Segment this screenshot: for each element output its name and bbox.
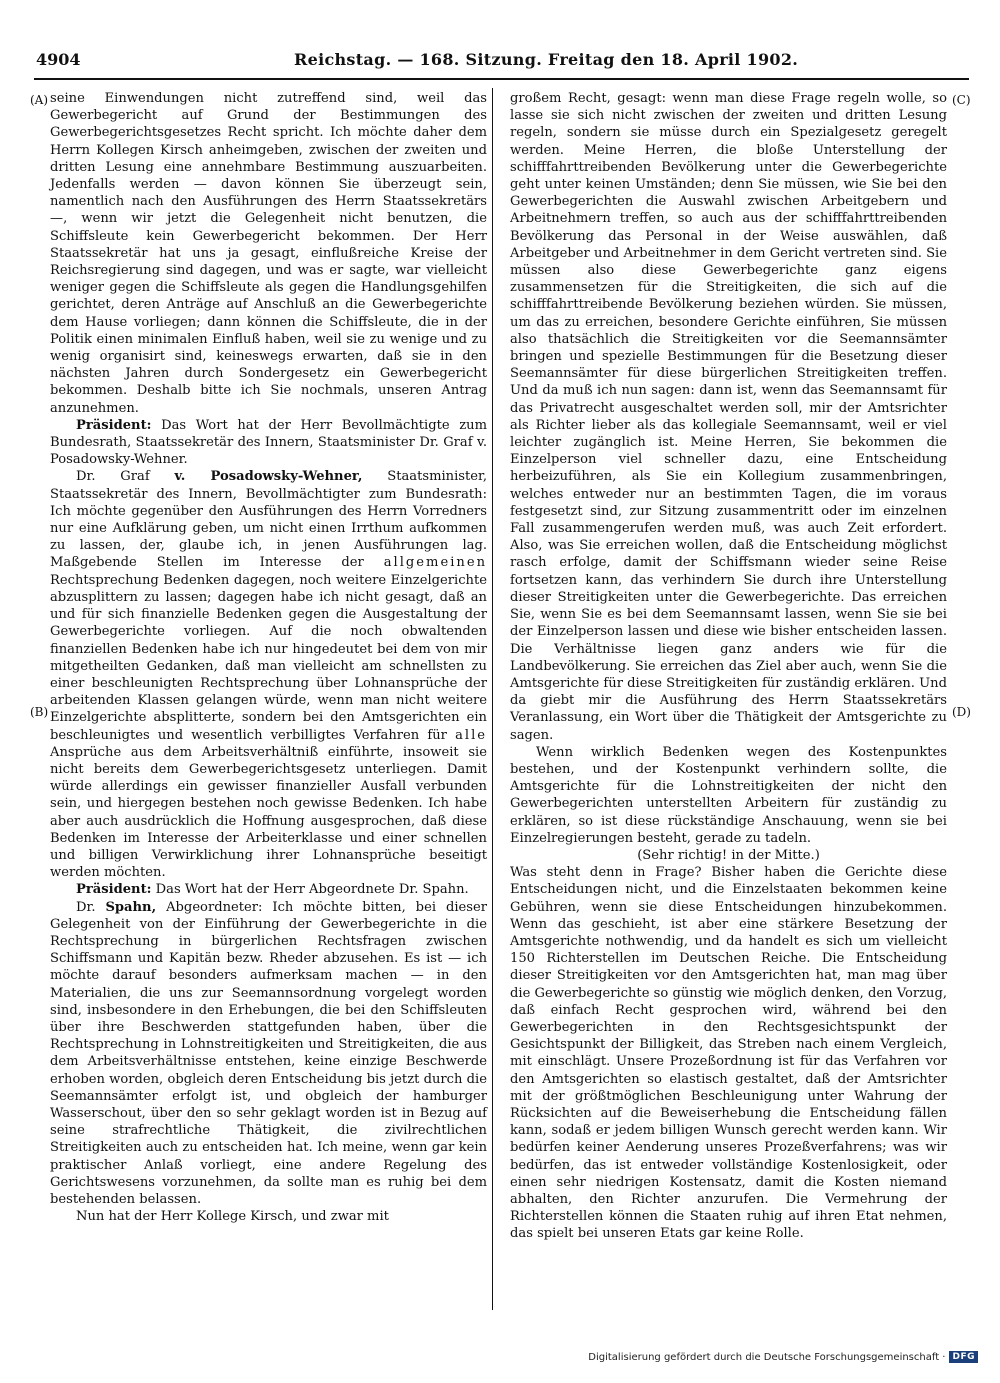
interjection: (Sehr richtig! in der Mitte.) xyxy=(637,847,820,863)
paragraph: Präsident: Das Wort hat der Herr Bevollmächtigte zum Bundesrath, Staatssekretär des Innern, Staatsminister Dr. Graf v. Posadowsky-Wehner. xyxy=(50,417,487,468)
left-column xyxy=(50,90,487,1225)
paragraph: Dr. Graf v. Posadowsky-Wehner, Staatsminister, Staatssekretär des Innern, Bevollmächtigter zum Bundesrath: Ich möchte gegenüber den Ausführungen des Herrn Vorredners nur eine Aufklärung geben, um nicht einen Irrthum aufkommen zu lassen, der, glaube ich, in jenen Ausführungen lag. Maßgebende Stellen im Interesse der allgemeinen Rechtsprechung Bedenken dagegen, noch weitere Einzelgerichte abzusplittern zu lassen; dagegen habe ich nicht gesagt, daß an und für sich finanzielle Bedenken gegen die Ausgestaltung der Gewerbegerichte vorliegen. Auf die noch obwaltenden finanziellen Bedenken habe ich nur hingedeutet bei dem von mir mitgetheilten Gedanken, daß man vielleicht am schnellsten zu einer beschleunigten Rechtsprechung über Lohnansprüche der arbeitenden Klassen gelangen würde, wenn man nicht weitere Einzelgerichte absplitterte, sondern bei den Amtsgerichten ein beschleunigtes und wesentlich verbilligtes Verfahren für alle Ansprüche aus dem Arbeitsverhältniß einführte, insoweit sie nicht bereits dem Gewerbegerichtsgesetz unterliegen. Damit würde allerdings ein gewisser finanzieller Ausfall verbunden sein, und hiergegen bestehen noch gewisse Bedenken. Ich habe aber auch ausdrücklich die Hoffnung ausgesprochen, daß diese Bedenken im Interesse der Arbeiterklasse und einer schnellen und billigen Verwirklichung ihrer Lohnansprüche beseitigt werden möchten. xyxy=(50,469,488,881)
speaker-name: v. Posadowsky-Wehner, xyxy=(174,469,363,485)
page-header xyxy=(36,50,966,78)
right-column xyxy=(510,90,947,1243)
page-number: 4904 xyxy=(36,50,81,69)
paragraph: Nun hat der Herr Kollege Kirsch, und zwar mit xyxy=(76,1209,389,1225)
paragraph: Wenn wirklich Bedenken wegen des Kostenpunktes bestehen, und der Kostenpunkt verhindern sollte, die Amtsgerichte für die Lohnstreitigkeiten der nicht den Gewerbegerichten unterstellten Arbeitern für zuständig zu erklären, so ist diese rückständige Anschauung, wenn sie bei Einzelregierungen besteht, gerade zu tadeln. xyxy=(510,744,947,846)
running-title: Reichstag. — 168. Sitzung. Freitag den 18. April 1902. xyxy=(294,50,799,69)
footer-credit xyxy=(588,1351,978,1363)
emphasis-spaced: allgemeinen xyxy=(383,555,487,571)
paragraph: seine Einwendungen nicht zutreffend sind, weil das Gewerbegericht auf Grund der Bestimmungen des Gewerbegerichtsgesetzes Recht spricht. Ich möchte daher dem Herrn Kollegen Kirsch anheimgeben, zwischen der zweiten und dritten Lesung eine annehmbare Bestimmung auszuarbeiten. Jedenfalls werden — davon können Sie überzeugt sein, namentlich nach den Ausführungen des Herrn Staatssekretärs —, wenn wir jetzt die Gelegenheit nicht benutzen, die Schiffsleute kein Gewerbegericht bekommen. Der Herr Staatssekretär hat uns ja gesagt, einflußreiche Kreise der Reichsregierung sind dagegen, und was er sagte, war vielleicht weniger gegen die Schiffsleute als gegen die Handlungsgehilfen gerichtet, deren Anträge auf Anschluß an die Gewerbegerichte dem Hause vorliegen; dann können die Schiffsleute, die in der Politik einen minimalen Einfluß haben, weil sie zu wenige und zu wenig organisirt sind, keineswegs erwarten, daß sie in den nächsten Jahren durch Sondergesetz ein Gewerbegericht bekommen. Deshalb bitte ich Sie nochmals, unseren Antrag anzunehmen. xyxy=(50,91,487,416)
paragraph: großem Recht, gesagt: wenn man diese Frage regeln wolle, so lasse sie sich nicht zwischen der zweiten und dritten Lesung regeln, sondern sie müsse durch ein Spezialgesetz geregelt werden. Meine Herren, die bloße Unterstellung der schifffahrttreibenden Bevölkerung unter die Gewerbegerichte geht unter keinen Umständen; denn Sie müssen, wie Sie bei den Gewerbegerichten die Auswahl zwischen Arbeitgebern und Arbeitnehmern treffen, so auch aus der schifffahrttreibenden Bevölkerung das Personal in der Weise auswählen, daß Arbeitgeber und Arbeitnehmer in dem Gericht vertreten sind. Sie müssen also diese Gewerbegerichte ganz eigens zusammensetzen für die Streitigkeiten, die sich auf die schifffahrttreibende Bevölkerung beziehen würden. Sie müssen, um das zu erreichen, besondere Gerichte einführen, Sie müssen also thatsächlich die Streitigkeiten vor die Seemannsämter bringen und spezielle Bestimmungen für die Besetzung dieser Seemannsämter für diese bürgerlichen Streitigkeiten treffen. Und da muß ich nun sagen: dann ist, wenn das Seemannsamt für das Privatrecht ausgeschaltet werden soll, mir der Amtsrichter als Richter lieber als das kollegiale Seemannsamt, weil er viel leichter zugänglich ist. Meine Herren, Sie bekommen die Einzelperson viel schneller dazu, eine Entscheidung herbeizuführen, als Sie ein Kollegium zusammenbringen, welches entweder nur an bestimmten Tagen, die im voraus festgesetzt sind, zur Sitzung zusammentritt oder im einzelnen Fall zusammengerufen werden muß, was auch Zeit erfordert. Also, was Sie erreichen wollen, daß die Entscheidung möglichst rasch erfolge, damit der Schiffsmann wieder seine Reise fortsetzen kann, das verhindern Sie durch ihre Unterstellung dieser Streitigkeiten unter die Gewerbegerichte. Das erreichen Sie, wenn Sie es bei dem Seemannsamt lassen, wenn Sie sie bei der Einzelperson lassen und diese wie bisher entscheiden lassen. Die Verhältnisse liegen ganz anders wie für die Landbevölkerung. Sie erreichen das Ziel aber auch, wenn Sie die Amtsgerichte für diese Streitigkeiten für zuständig erklären. Und da giebt mir die Ausführung des Herrn Staatssekretärs Veranlassung, ein Wort über die Thätigkeit der Amtsgerichte zu sagen. xyxy=(510,91,947,743)
paragraph: Dr. Spahn, Abgeordneter: Ich möchte bitten, bei dieser Gelegenheit von der Einführung der Gewerbegerichte in die Rechtsprechung in bürgerlichen Rechtsfragen zwischen Schiffsmann und Kapitän bezw. Rheder abzusehen. Es ist — ich möchte darauf besonders aufmerksam machen — in den Materialien, die uns zur Seemannsordnung vorgelegt worden sind, insbesondere in den Erhebungen, die bei den Schiffsleuten über ihre Beschwerden stattgefunden haben, über die Rechtsprechung in Lohnstreitigkeiten und Streitigkeiten, die aus dem Arbeitsverhältnisse entstehen, keine einzige Beschwerde erhoben worden, obgleich deren Entscheidung bis jetzt durch die Seemannsämter erfolgt ist, und obgleich der hamburger Wasserschout, über den so sehr geklagt worden ist in Bezug auf seine strafrechtliche Thätigkeit, die zivilrechtlichen Streitigkeiten auch zu entscheiden hat. Ich meine, wenn gar kein praktischer Anlaß vorliegt, eine andere Regelung des Gerichtswesens vorzunehmen, da sollte man es ruhig bei dem bestehenden belassen. xyxy=(50,899,487,1207)
margin-marker-a: (A) xyxy=(30,93,49,107)
header-rule xyxy=(34,78,969,80)
speaker-name: Präsident: xyxy=(76,417,152,433)
footer-text: Digitalisierung gefördert durch die Deutsche Forschungsgemeinschaft · xyxy=(588,1351,946,1363)
column-rule xyxy=(492,88,493,1310)
margin-marker-d: (D) xyxy=(952,705,971,719)
speaker-name: Präsident: xyxy=(76,882,152,898)
paragraph: Was steht denn in Frage? Bisher haben die Gerichte diese Entscheidungen nicht, und die Einzelstaaten bekommen keine Gebühren, wenn sie diese Entscheidungen hinzubekommen. Wenn das geschieht, ist aber eine stärkere Besetzung der Amtsgerichte nothwendig, und da handelt es sich um vielleicht 150 Richterstellen im Deutschen Reiche. Die Entscheidung dieser Streitigkeiten vor den Amtsgerichten hat, man mag über die Gewerbegerichte so günstig wie möglich denken, den Vorzug, daß einfach Recht gesprochen wird, während bei den Gewerbegerichten in den Rechtsgesichtspunkt der Gesichtspunkt der Billigkeit, das Streben nach einem Vergleich, mit einschlägt. Unsere Prozeßordnung ist für das Verfahren vor den Amtsgerichten so elastisch gestaltet, daß der Amtsrichter mit der größtmöglichen Beschleunigung unter Wahrung der Rücksichten auf die Beweiserhebung die Entscheidung fällen kann, sodaß er jedem billigen Wunsch gerecht werden kann. Wir bedürfen keiner Aenderung unseres Prozeßverfahrens; was wir bedürfen, das ist entweder vollständige Kostenlosigkeit, oder einen sehr niedrigen Kostensatz, damit die Kosten niemand abhalten, den Richter anzurufen. Die Vermehrung der Richterstellen können die Staaten ruhig auf ihren Etat nehmen, das spielt bei unseren Etats gar keine Rolle. xyxy=(510,865,947,1242)
emphasis-spaced: alle xyxy=(455,727,488,743)
margin-marker-c: (C) xyxy=(952,93,971,107)
margin-marker-b: (B) xyxy=(30,705,49,719)
dfg-logo-icon: DFG xyxy=(949,1351,978,1363)
speaker-name: Spahn, xyxy=(105,899,157,915)
paragraph: Präsident: Das Wort hat der Herr Abgeordnete Dr. Spahn. xyxy=(76,882,469,898)
